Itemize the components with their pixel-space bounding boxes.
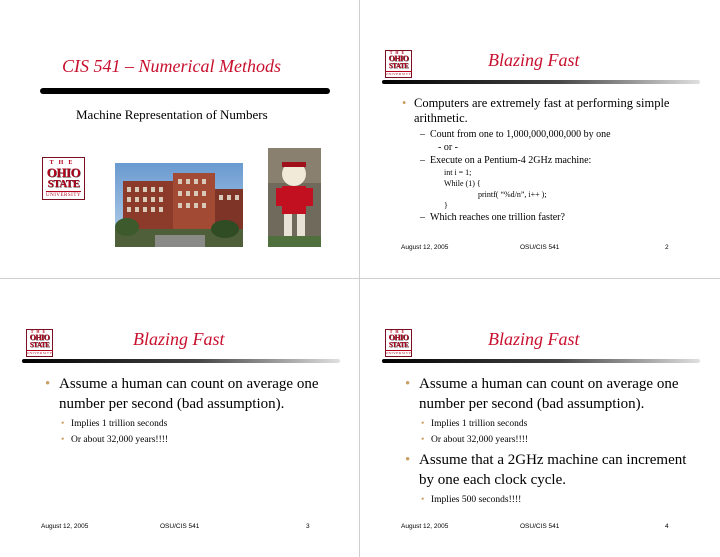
logo-the: THE bbox=[389, 329, 408, 335]
bullet-text: Assume a human can count on average one number per second (bad assumption). bbox=[419, 376, 679, 412]
sub-text: Implies 1 trillion seconds bbox=[71, 419, 168, 429]
logo-the: THE bbox=[49, 159, 78, 166]
slide-title: Blazing Fast bbox=[488, 329, 580, 349]
footer-date: August 12, 2005 bbox=[401, 523, 449, 530]
bullet-glyph: • bbox=[45, 376, 51, 392]
code-line: printf( “%d/n”, i++ ); bbox=[478, 190, 547, 199]
footer-date: August 12, 2005 bbox=[401, 244, 449, 251]
bullet-text: Computers are extremely fast at performing simple arithmetic. bbox=[414, 96, 670, 125]
sub-item bbox=[400, 128, 700, 141]
slide-3[interactable] bbox=[0, 279, 359, 557]
bullet-glyph: • bbox=[405, 452, 411, 468]
code-line: While (1) { bbox=[444, 179, 481, 188]
or-text: - or - bbox=[438, 142, 458, 153]
ohio-state-logo bbox=[385, 329, 412, 357]
sub-item bbox=[401, 432, 701, 448]
slide-title: Blazing Fast bbox=[133, 329, 225, 349]
ohio-state-logo bbox=[385, 50, 412, 78]
slide-title: CIS 541 – Numerical Methods bbox=[62, 56, 281, 76]
campus-building-photo bbox=[115, 163, 243, 247]
sub-item bbox=[41, 432, 341, 448]
sub-text: Implies 500 seconds!!!! bbox=[431, 495, 522, 505]
footer-course: OSU/CIS 541 bbox=[520, 244, 560, 251]
logo-the: THE bbox=[30, 329, 49, 335]
code-line: int i = 1; bbox=[444, 168, 472, 177]
logo-university: UNIVERSITY bbox=[385, 351, 412, 356]
title-underline bbox=[382, 359, 700, 363]
slide-4[interactable] bbox=[360, 279, 719, 557]
dash-glyph: – bbox=[420, 212, 425, 223]
sub-item bbox=[401, 416, 701, 432]
footer-course: OSU/CIS 541 bbox=[520, 523, 560, 530]
code-line: } bbox=[444, 201, 448, 210]
sub-item bbox=[400, 211, 700, 224]
sub-text: Execute on a Pentium-4 2GHz machine: bbox=[430, 155, 592, 166]
logo-ohio: OHIO bbox=[388, 54, 409, 64]
ohio-state-logo bbox=[42, 157, 85, 200]
sub-item bbox=[41, 416, 341, 432]
bullet-text: Assume a human can count on average one number per second (bad assumption). bbox=[59, 376, 319, 412]
logo-ohio: OHIO bbox=[29, 333, 50, 343]
sub-text: Which reaches one trillion faster? bbox=[430, 212, 565, 223]
mascot-photo bbox=[268, 148, 321, 247]
logo-ohio: OHIO bbox=[46, 164, 81, 180]
bullet-text: Assume that a 2GHz machine can increment by one each clock cycle. bbox=[419, 452, 687, 488]
logo-state: STATE bbox=[388, 62, 409, 71]
footer-course: OSU/CIS 541 bbox=[160, 523, 200, 530]
slide-body bbox=[401, 374, 701, 508]
title-underline bbox=[22, 359, 340, 363]
slide-body bbox=[41, 374, 341, 448]
logo-university: UNIVERSITY bbox=[385, 72, 412, 77]
sub-text: Implies 1 trillion seconds bbox=[431, 419, 528, 429]
dash-glyph: – bbox=[420, 155, 425, 166]
sub-text: Count from one to 1,000,000,000,000 by one bbox=[430, 129, 611, 140]
bullet-item bbox=[400, 96, 700, 126]
bullet-glyph: • bbox=[421, 435, 425, 445]
slide-subtitle: Machine Representation of Numbers bbox=[76, 107, 268, 122]
bullet-item bbox=[401, 450, 701, 490]
bullet-glyph: • bbox=[421, 495, 425, 505]
sub-item bbox=[400, 154, 700, 167]
campus-building-illustration bbox=[115, 163, 243, 247]
bullet-glyph: • bbox=[405, 376, 411, 392]
slide-body bbox=[400, 96, 700, 224]
logo-university: UNIVERSITY bbox=[26, 351, 53, 356]
logo-state: STATE bbox=[47, 177, 80, 190]
bullet-glyph: • bbox=[402, 96, 407, 110]
title-underline bbox=[40, 88, 330, 94]
sub-item bbox=[401, 492, 701, 508]
ohio-state-logo bbox=[26, 329, 53, 357]
bullet-item bbox=[41, 374, 341, 414]
title-underline bbox=[382, 80, 700, 84]
logo-state: STATE bbox=[388, 341, 409, 350]
logo-university: UNIVERSITY bbox=[46, 192, 81, 198]
mascot-illustration bbox=[268, 148, 321, 247]
slide-1[interactable] bbox=[0, 0, 359, 278]
sub-text: Or about 32,000 years!!!! bbox=[71, 435, 169, 445]
slide-2[interactable] bbox=[360, 0, 719, 278]
footer-date: August 12, 2005 bbox=[41, 523, 89, 530]
footer-page-number: 4 bbox=[665, 523, 669, 530]
logo-the: THE bbox=[389, 50, 408, 56]
slide-title: Blazing Fast bbox=[488, 50, 580, 70]
bullet-item bbox=[401, 374, 701, 414]
logo-ohio: OHIO bbox=[388, 333, 409, 343]
sub-text: Or about 32,000 years!!!! bbox=[431, 435, 529, 445]
footer-page-number: 2 bbox=[665, 244, 669, 251]
logo-state: STATE bbox=[29, 341, 50, 350]
bullet-glyph: • bbox=[421, 419, 425, 429]
bullet-glyph: • bbox=[61, 419, 65, 429]
dash-glyph: – bbox=[420, 129, 425, 140]
bullet-glyph: • bbox=[61, 435, 65, 445]
footer-page-number: 3 bbox=[306, 523, 310, 530]
